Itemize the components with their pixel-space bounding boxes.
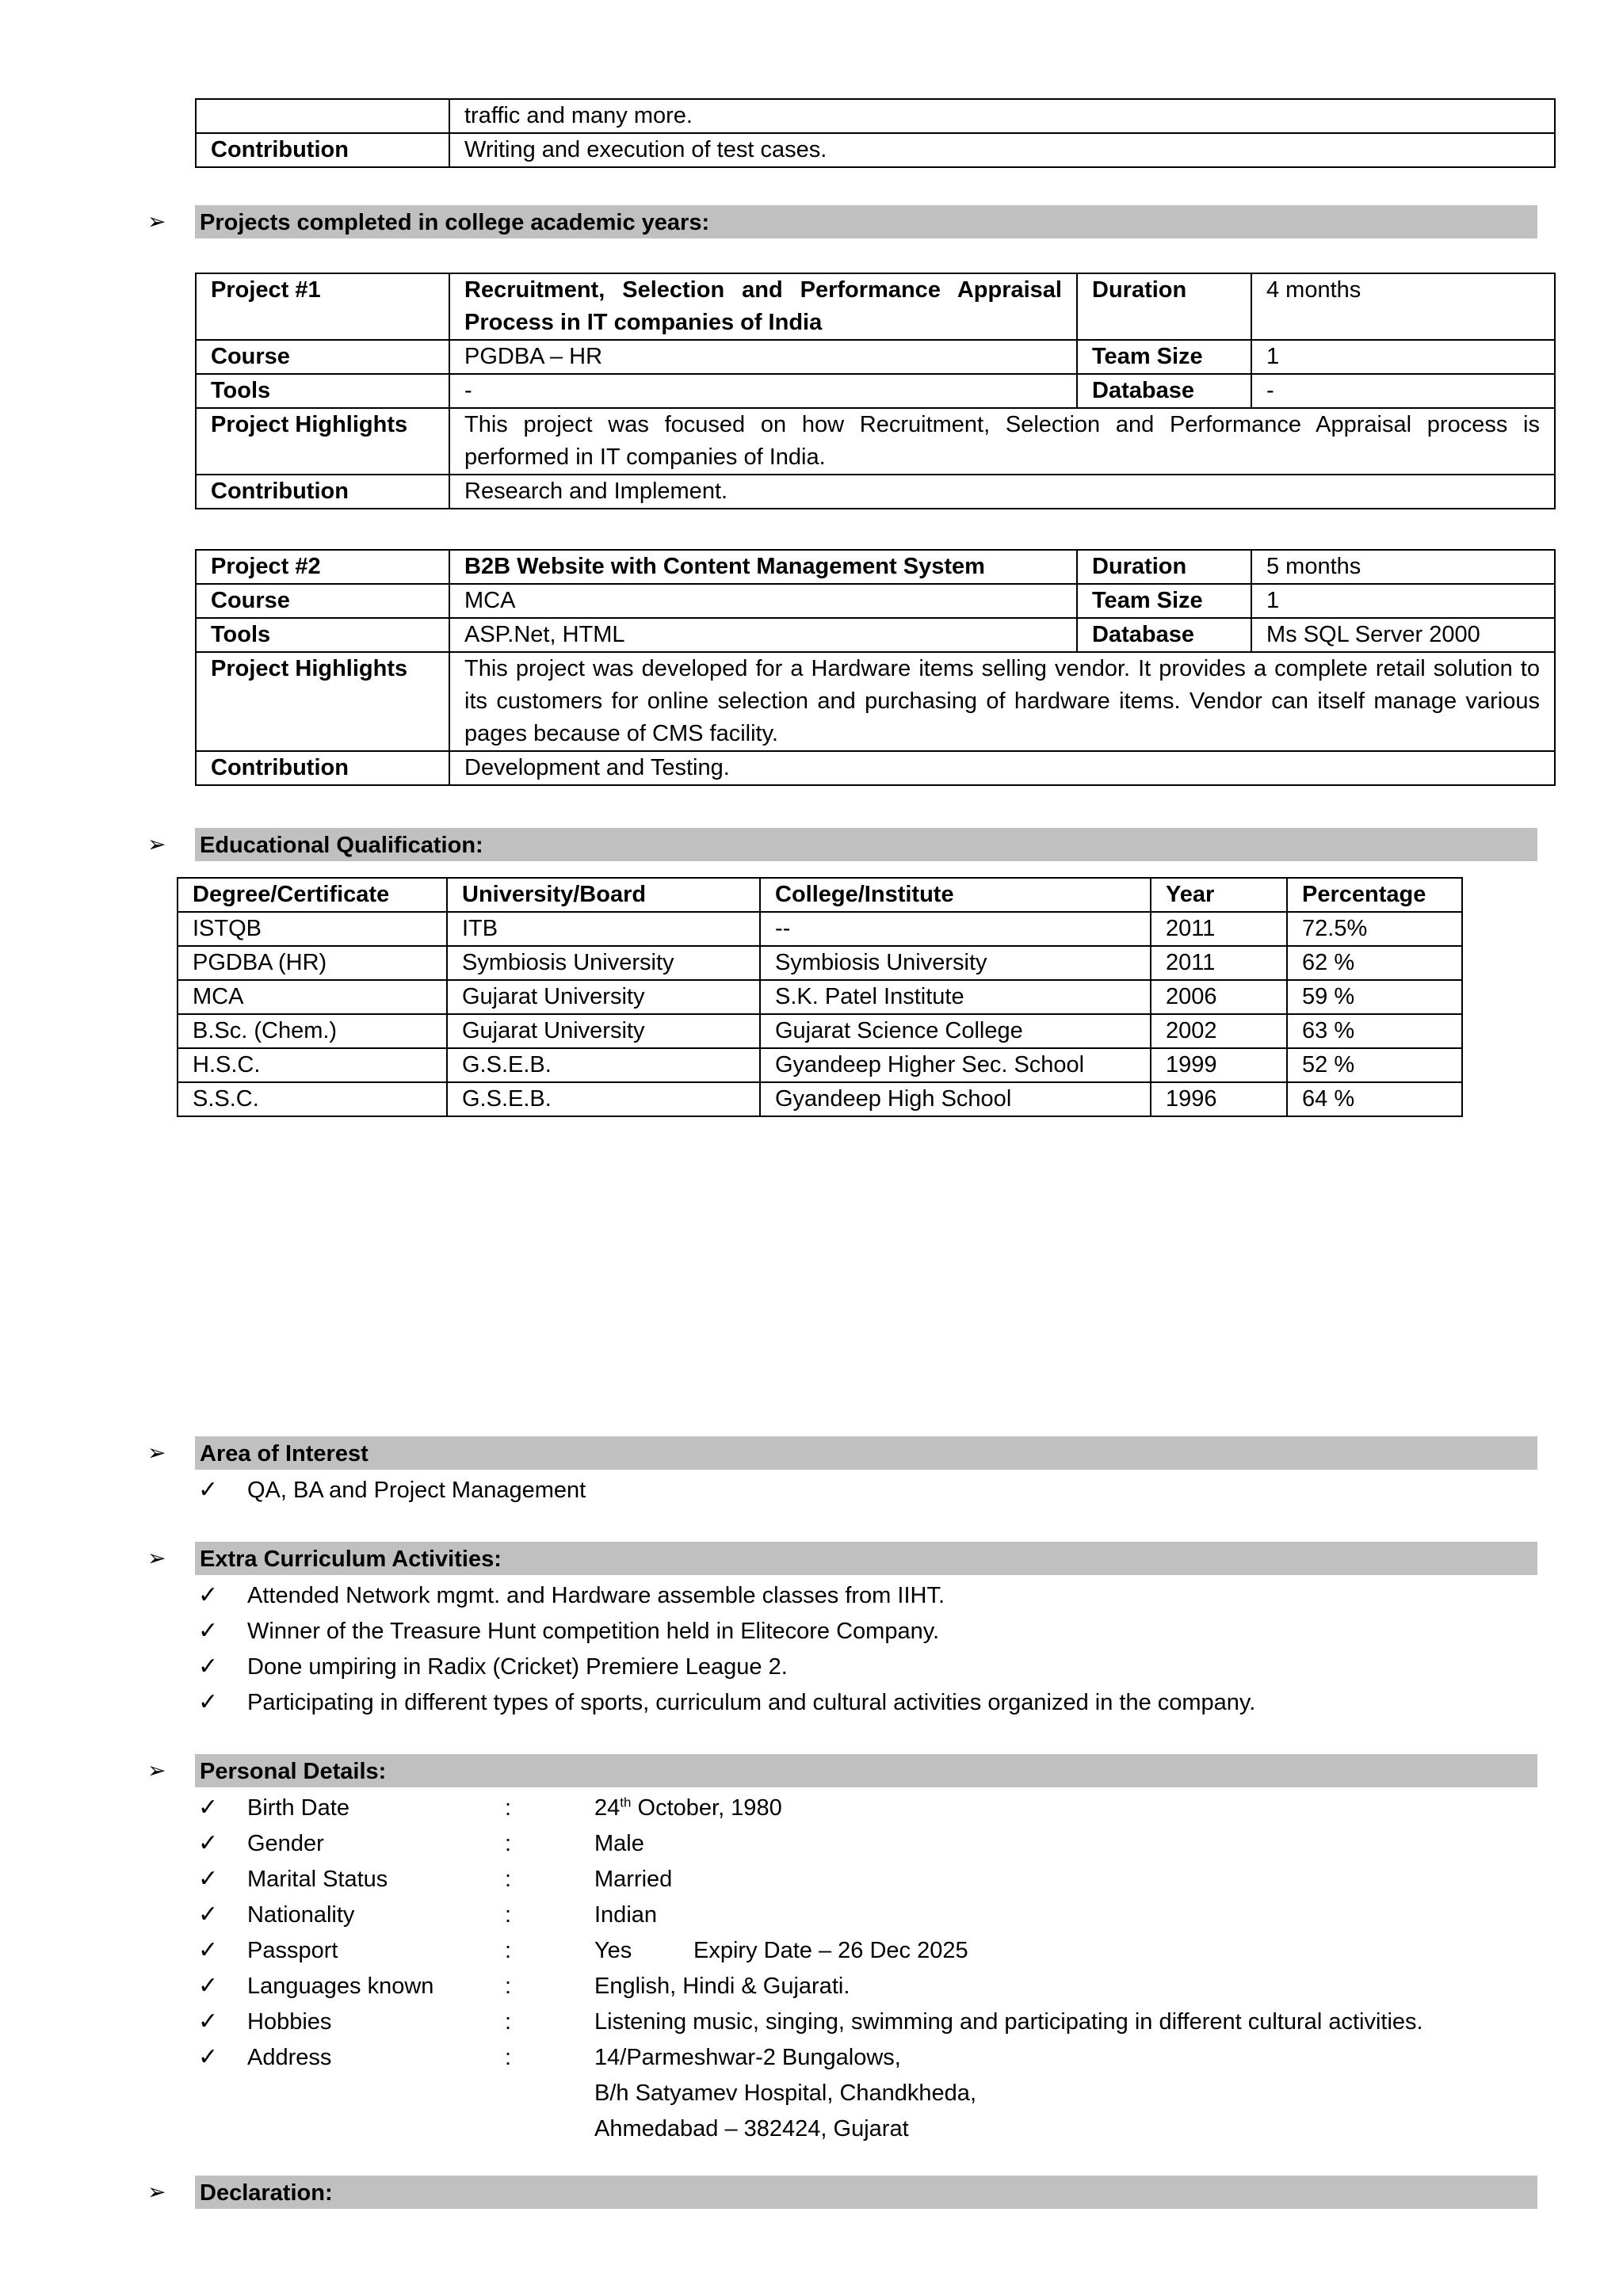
column-header: College/Institute (760, 878, 1151, 912)
table-label (196, 99, 449, 133)
detail-label: Marital Status (247, 1867, 388, 1892)
detail-colon: : (505, 1938, 512, 1963)
column-header: Degree/Certificate (178, 878, 447, 912)
duration-value: 5 months (1251, 550, 1555, 584)
section-bar (195, 2176, 1537, 2209)
database-label: Database (1077, 618, 1251, 652)
detail-value: Yes (594, 1938, 632, 1963)
tools-label: Tools (196, 374, 449, 408)
tools-value: ASP.Net, HTML (449, 618, 1077, 652)
address-line-2: B/h Satyamev Hospital, Chandkheda, (594, 2081, 976, 2106)
project-title: Recruitment, Selection and Performance Appraisal Process in IT companies of India (449, 273, 1077, 340)
section-title: Personal Details: (200, 1759, 387, 1784)
table-cell: 52 % (1287, 1048, 1462, 1082)
table-cell: Gujarat University (447, 1014, 760, 1048)
checkmark-icon: ✓ (198, 1901, 219, 1928)
table-cell: Symbiosis University (447, 946, 760, 980)
section-title: Educational Qualification: (200, 833, 483, 858)
tools-value: - (449, 374, 1077, 408)
detail-label: Address (247, 2045, 332, 2070)
previous-project-table (195, 98, 1556, 168)
project-id-label: Project #1 (196, 273, 449, 340)
contribution-value: Research and Implement. (449, 475, 1555, 509)
list-item-text: QA, BA and Project Management (247, 1478, 586, 1503)
column-header: University/Board (447, 878, 760, 912)
detail-colon: : (505, 2045, 512, 2070)
checkmark-icon: ✓ (198, 1653, 219, 1680)
section-header-declaration (147, 2176, 1537, 2209)
detail-value: Indian (594, 1902, 658, 1928)
detail-label: Nationality (247, 1902, 355, 1928)
table-cell: 59 % (1287, 980, 1462, 1014)
checkmark-icon: ✓ (198, 1794, 219, 1821)
detail-label: Languages known (247, 1974, 434, 1999)
arrowhead-bullet-icon: ➢ (147, 1546, 166, 1570)
address-line-1: 14/Parmeshwar-2 Bungalows, (594, 2045, 901, 2070)
database-value: Ms SQL Server 2000 (1251, 618, 1555, 652)
section-header-projects (147, 205, 1537, 238)
table-cell: PGDBA (HR) (178, 946, 447, 980)
table-value: Writing and execution of test cases. (449, 133, 1555, 167)
arrowhead-bullet-icon: ➢ (147, 209, 166, 234)
section-title: Extra Curriculum Activities: (200, 1547, 502, 1572)
table-cell: G.S.E.B. (447, 1082, 760, 1116)
section-header-interest (147, 1436, 1537, 1470)
checkmark-icon: ✓ (198, 1937, 219, 1963)
table-cell: 63 % (1287, 1014, 1462, 1048)
detail-colon: : (505, 1902, 512, 1928)
table-cell: Gujarat University (447, 980, 760, 1014)
highlights-label: Project Highlights (196, 652, 449, 751)
detail-colon: : (505, 2009, 512, 2035)
duration-label: Duration (1077, 273, 1251, 340)
section-header-education (147, 828, 1537, 861)
contribution-value: Development and Testing. (449, 751, 1555, 785)
table-cell: H.S.C. (178, 1048, 447, 1082)
table-row (178, 912, 1462, 946)
course-label: Course (196, 340, 449, 374)
table-row (178, 1048, 1462, 1082)
contribution-label: Contribution (196, 751, 449, 785)
detail-colon: : (505, 1867, 512, 1892)
checkmark-icon: ✓ (198, 1866, 219, 1892)
duration-value: 4 months (1251, 273, 1555, 340)
section-bar (195, 1754, 1537, 1787)
section-header-extra (147, 1542, 1537, 1575)
tools-label: Tools (196, 618, 449, 652)
table-label: Contribution (196, 133, 449, 167)
project-id-label: Project #2 (196, 550, 449, 584)
table-cell: 62 % (1287, 946, 1462, 980)
team-size-value: 1 (1251, 584, 1555, 618)
detail-label: Hobbies (247, 2009, 332, 2035)
table-cell: 2002 (1151, 1014, 1287, 1048)
detail-value: 24th October, 1980 (594, 1794, 782, 1821)
section-header-personal (147, 1754, 1537, 1787)
detail-colon: : (505, 1974, 512, 1999)
checkmark-icon: ✓ (198, 1973, 219, 1999)
table-cell: Gujarat Science College (760, 1014, 1151, 1048)
database-value: - (1251, 374, 1555, 408)
checkmark-icon: ✓ (198, 1582, 219, 1608)
table-row (178, 1082, 1462, 1116)
table-cell: 1999 (1151, 1048, 1287, 1082)
checkmark-icon: ✓ (198, 1689, 219, 1715)
section-title: Projects completed in college academic years: (200, 210, 710, 235)
table-cell: B.Sc. (Chem.) (178, 1014, 447, 1048)
detail-value: Married (594, 1867, 673, 1892)
table-cell: 2006 (1151, 980, 1287, 1014)
course-value: MCA (449, 584, 1077, 618)
detail-label: Passport (247, 1938, 338, 1963)
table-row (178, 980, 1462, 1014)
course-value: PGDBA – HR (449, 340, 1077, 374)
section-title: Area of Interest (200, 1441, 369, 1466)
table-cell: -- (760, 912, 1151, 946)
duration-label: Duration (1077, 550, 1251, 584)
highlights-value: This project was developed for a Hardware items selling vendor. It provides a complete retail solution to its customers for online selection and purchasing of hardware items. Vendor can itself manage various pages because of CMS facility. (449, 652, 1555, 751)
table-cell: Symbiosis University (760, 946, 1151, 980)
table-cell: 64 % (1287, 1082, 1462, 1116)
table-cell: ITB (447, 912, 760, 946)
address-line-3: Ahmedabad – 382424, Gujarat (594, 2116, 909, 2142)
table-cell: MCA (178, 980, 447, 1014)
detail-value: Listening music, singing, swimming and participating in different cultural activities. (594, 2009, 1423, 2035)
table-cell: G.S.E.B. (447, 1048, 760, 1082)
education-table (177, 877, 1463, 1117)
section-bar (195, 1436, 1537, 1470)
detail-label: Birth Date (247, 1795, 349, 1821)
detail-colon: : (505, 1795, 512, 1821)
detail-label: Gender (247, 1831, 324, 1856)
course-label: Course (196, 584, 449, 618)
passport-expiry: Expiry Date – 26 Dec 2025 (693, 1938, 968, 1963)
list-item-text: Participating in different types of sports, curriculum and cultural activities organized in the company. (247, 1690, 1256, 1715)
detail-value: Male (594, 1831, 644, 1856)
table-cell: S.S.C. (178, 1082, 447, 1116)
list-item-text: Done umpiring in Radix (Cricket) Premiere League 2. (247, 1654, 788, 1680)
checkmark-icon: ✓ (198, 2044, 219, 2070)
highlights-value: This project was focused on how Recruitment, Selection and Performance Appraisal process is performed in IT companies of India. (449, 408, 1555, 475)
arrowhead-bullet-icon: ➢ (147, 1440, 166, 1465)
checkmark-icon: ✓ (198, 1477, 219, 1503)
team-size-value: 1 (1251, 340, 1555, 374)
table-row (178, 1014, 1462, 1048)
project-title: B2B Website with Content Management System (449, 550, 1077, 584)
detail-colon: : (505, 1831, 512, 1856)
team-size-label: Team Size (1077, 340, 1251, 374)
checkmark-icon: ✓ (198, 1830, 219, 1856)
table-cell: ISTQB (178, 912, 447, 946)
database-label: Database (1077, 374, 1251, 408)
project-2-table (195, 549, 1556, 786)
table-value: traffic and many more. (449, 99, 1555, 133)
arrowhead-bullet-icon: ➢ (147, 832, 166, 856)
section-title: Declaration: (200, 2180, 333, 2206)
checkmark-icon: ✓ (198, 2008, 219, 2035)
checkmark-icon: ✓ (198, 1618, 219, 1644)
table-cell: Gyandeep High School (760, 1082, 1151, 1116)
column-header: Year (1151, 878, 1287, 912)
table-header-row (178, 878, 1462, 912)
list-item-text: Attended Network mgmt. and Hardware assemble classes from IIHT. (247, 1583, 945, 1608)
table-cell: 72.5% (1287, 912, 1462, 946)
detail-value: English, Hindi & Gujarati. (594, 1974, 850, 1999)
table-cell: S.K. Patel Institute (760, 980, 1151, 1014)
list-item-text: Winner of the Treasure Hunt competition held in Elitecore Company. (247, 1619, 940, 1644)
table-cell: 2011 (1151, 912, 1287, 946)
table-cell: Gyandeep Higher Sec. School (760, 1048, 1151, 1082)
table-cell: 2011 (1151, 946, 1287, 980)
project-1-table (195, 273, 1556, 509)
arrowhead-bullet-icon: ➢ (147, 1758, 166, 1783)
column-header: Percentage (1287, 878, 1462, 912)
team-size-label: Team Size (1077, 584, 1251, 618)
table-cell: 1996 (1151, 1082, 1287, 1116)
table-row (178, 946, 1462, 980)
arrowhead-bullet-icon: ➢ (147, 2180, 166, 2204)
highlights-label: Project Highlights (196, 408, 449, 475)
contribution-label: Contribution (196, 475, 449, 509)
